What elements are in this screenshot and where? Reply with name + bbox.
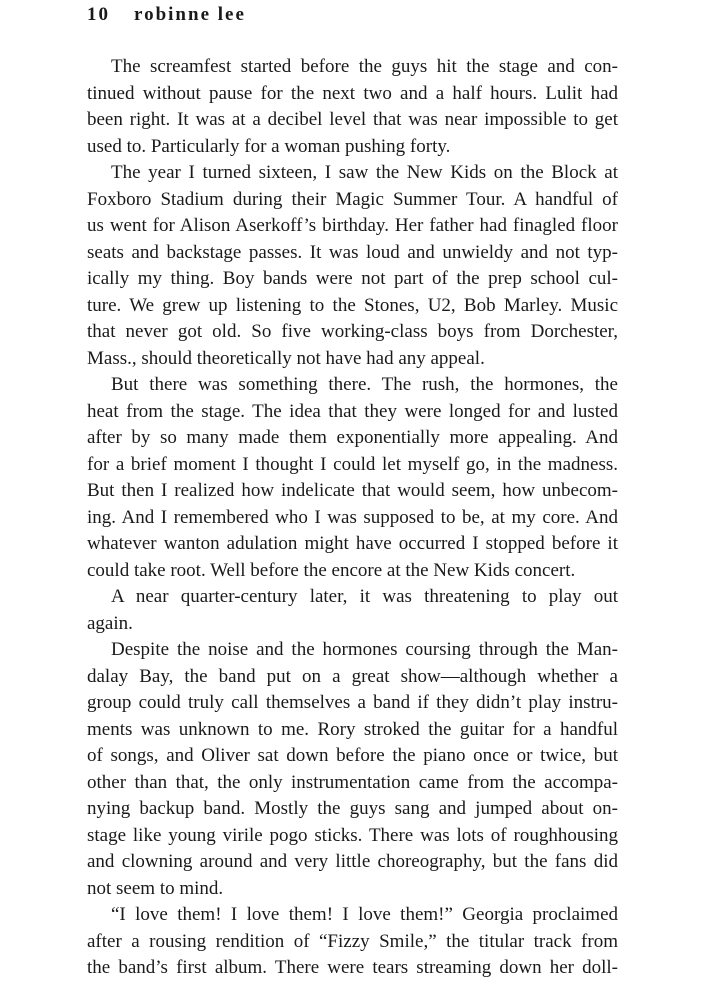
text-line: But there was something there. The rush, the hormones, the bbox=[111, 374, 618, 395]
text-line: The year I turned sixteen, I saw the New Kids on the Block at bbox=[111, 162, 618, 183]
text-line: ically my thing. Boy bands were not part of the prep school cul- bbox=[87, 268, 618, 289]
text-line: the band’s first album. There were tears streaming down her doll- bbox=[87, 957, 618, 978]
text-line: could take root. Well before the encore at the New Kids concert. bbox=[87, 559, 576, 581]
text-line: dalay Bay, the band put on a great show—although whether a bbox=[87, 665, 618, 687]
text-line: other than that, the only instrumentation came from the accompa- bbox=[87, 771, 618, 793]
text-line: group could truly call themselves a band if they didn’t play instru- bbox=[87, 692, 618, 713]
running-head bbox=[87, 4, 246, 26]
text-line: ture. We grew up listening to the Stones, U2, Bob Marley. Music bbox=[87, 294, 618, 316]
text-line: after a rousing rendition of “Fizzy Smile,” the titular track from bbox=[87, 930, 618, 952]
text-line: for a brief moment I thought I could let myself go, in the madness. bbox=[87, 453, 618, 475]
text-line: Foxboro Stadium during their Magic Summer Tour. A handful of bbox=[87, 188, 618, 210]
text-line: “I love them! I love them! I love them!” Georgia proclaimed bbox=[111, 904, 618, 925]
text-line: nying backup band. Mostly the guys sang and jumped about on- bbox=[87, 798, 618, 819]
text-line: whatever wanton adulation might have occurred I stopped before it bbox=[87, 533, 618, 554]
text-line: heat from the stage. The idea that they were longed for and lusted bbox=[87, 400, 618, 422]
text-line: The screamfest started before the guys hit the stage and con- bbox=[111, 56, 618, 77]
text-line: ing. And I remembered who I was supposed to be, at my core. And bbox=[87, 506, 618, 528]
text-line: Despite the noise and the hormones coursing through the Man- bbox=[111, 639, 618, 660]
text-line: But then I realized how indelicate that would seem, how unbecom- bbox=[87, 480, 618, 501]
text-line: not seem to mind. bbox=[87, 877, 224, 899]
text-line: that never got old. So five working-class boys from Dorchester, bbox=[87, 321, 618, 342]
body-text bbox=[87, 54, 618, 982]
text-line: again. bbox=[87, 612, 133, 634]
text-line: after by so many made them exponentially more appealing. And bbox=[87, 427, 618, 448]
text-line: Mass., should theoretically not have had any appeal. bbox=[87, 347, 485, 369]
text-line: used to. Particularly for a woman pushing forty. bbox=[87, 135, 451, 157]
text-line: of songs, and Oliver sat down before the piano once or twice, but bbox=[87, 745, 618, 766]
text-line: been right. It was at a decibel level that was near impossible to get bbox=[87, 109, 618, 130]
text-line: tinued without pause for the next two and a half hours. Lulit had bbox=[87, 82, 618, 104]
text-line: us went for Alison Aserkoff’s birthday. Her father had finagled floor bbox=[87, 215, 618, 236]
page-number: 10 bbox=[87, 4, 110, 25]
text-line: A near quarter-century later, it was threatening to play out bbox=[111, 586, 618, 607]
author-name: robinne lee bbox=[134, 4, 246, 25]
text-line: ments was unknown to me. Rory stroked the guitar for a handful bbox=[87, 718, 618, 740]
text-line: and clowning around and very little choreography, but the fans did bbox=[87, 851, 618, 872]
text-line: stage like young virile pogo sticks. There was lots of roughhousing bbox=[87, 824, 618, 846]
text-line: seats and backstage passes. It was loud and unwieldy and not typ- bbox=[87, 241, 618, 263]
